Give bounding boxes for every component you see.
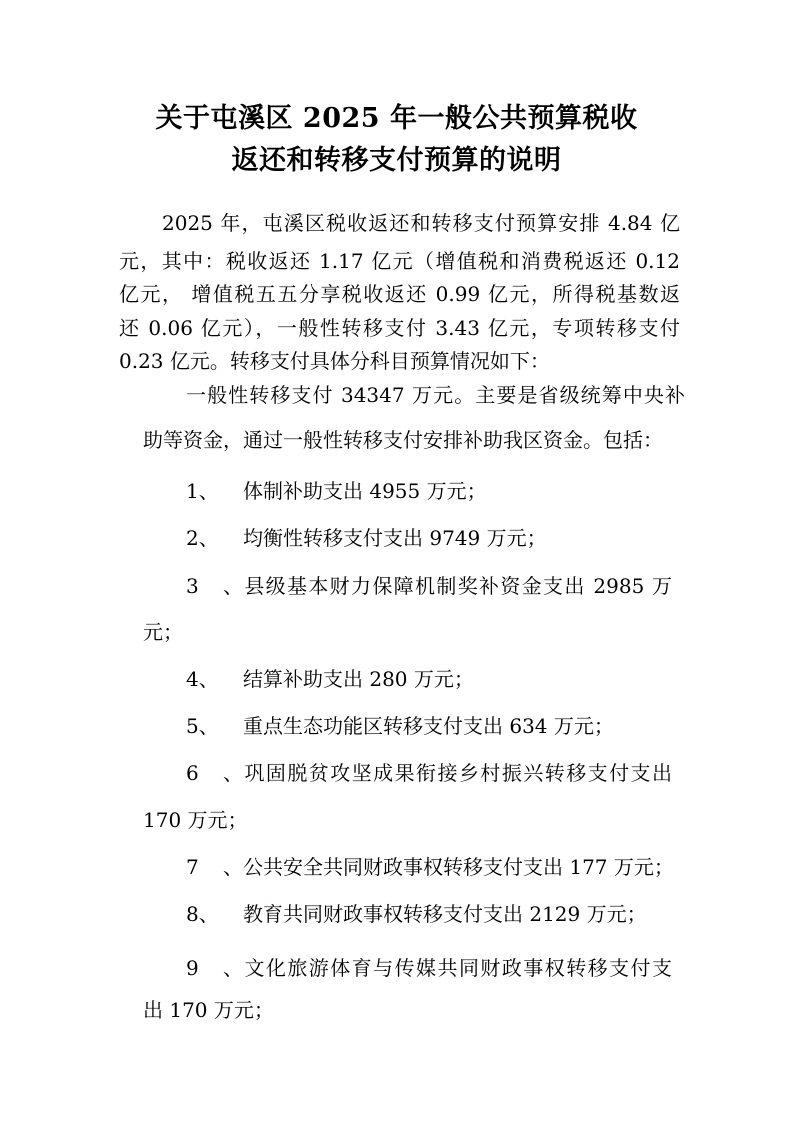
list-item-text: 文化旅游体育与传媒共同财政事权转移支付支 xyxy=(243,956,672,980)
general-line: 助等资金，通过一般性转移支付安排补助我区资金。包括： xyxy=(143,428,663,452)
intro-line: 元，其中：税收返还 1.17 亿元（增值税和消费税返还 0.12 xyxy=(119,249,680,273)
list-item xyxy=(186,479,487,503)
intro-line: 0.23 亿元。转移支付具体分科目预算情况如下： xyxy=(119,349,550,373)
list-item xyxy=(186,526,547,550)
intro-line: 还 0.06 亿元），一般性转移支付 3.43 亿元，专项转移支付 xyxy=(119,316,680,340)
list-item-text: 均衡性转移支付支出 9749 万元； xyxy=(243,526,547,550)
list-item-number: 1、 xyxy=(186,479,219,503)
list-item xyxy=(186,574,672,598)
list-item-continuation: 170 万元； xyxy=(143,808,248,832)
list-item-continuation: 出 170 万元； xyxy=(143,998,274,1022)
list-item xyxy=(186,902,647,926)
list-item-number: 2、 xyxy=(186,526,219,550)
general-line: 一般性转移支付 34347 万元。主要是省级统筹中央补 xyxy=(186,383,685,407)
list-item xyxy=(186,667,474,691)
list-item-text: 巩固脱贫攻坚成果衔接乡村振兴转移支付支出 xyxy=(243,761,672,785)
list-item-text: 公共安全共同财政事权转移支付支出 177 万元； xyxy=(243,855,674,879)
list-item-number: 6、 xyxy=(186,761,243,785)
list-item xyxy=(186,855,672,879)
list-item-number: 8、 xyxy=(186,902,219,926)
list-item-number: 9、 xyxy=(186,956,243,980)
list-item-number: 4、 xyxy=(186,667,219,691)
list-item-text: 教育共同财政事权转移支付支出 2129 万元； xyxy=(243,902,647,926)
list-item-number: 7、 xyxy=(186,855,243,879)
intro-line: 亿元， 增值税五五分享税收返还 0.99 亿元，所得税基数返 xyxy=(119,282,680,306)
intro-line: 2025 年，屯溪区税收返还和转移支付预算安排 4.84 亿 xyxy=(162,211,680,235)
list-item xyxy=(186,761,672,785)
document-title-line-2: 返还和转移支付预算的说明 xyxy=(231,145,562,176)
list-item-continuation: 元； xyxy=(143,620,183,644)
list-item-text: 体制补助支出 4955 万元； xyxy=(243,479,487,503)
list-item-text: 重点生态功能区转移支付支出 634 万元； xyxy=(243,714,614,738)
list-item xyxy=(186,956,672,980)
list-item-number: 3、 xyxy=(186,574,243,598)
list-item-text: 县级基本财力保障机制奖补资金支出 2985 万 xyxy=(243,574,672,598)
list-item-number: 5、 xyxy=(186,714,219,738)
list-item-text: 结算补助支出 280 万元； xyxy=(243,667,474,691)
document-title-line-1: 关于屯溪区 2025 年一般公共预算税收 xyxy=(155,103,638,134)
list-item xyxy=(186,714,614,738)
